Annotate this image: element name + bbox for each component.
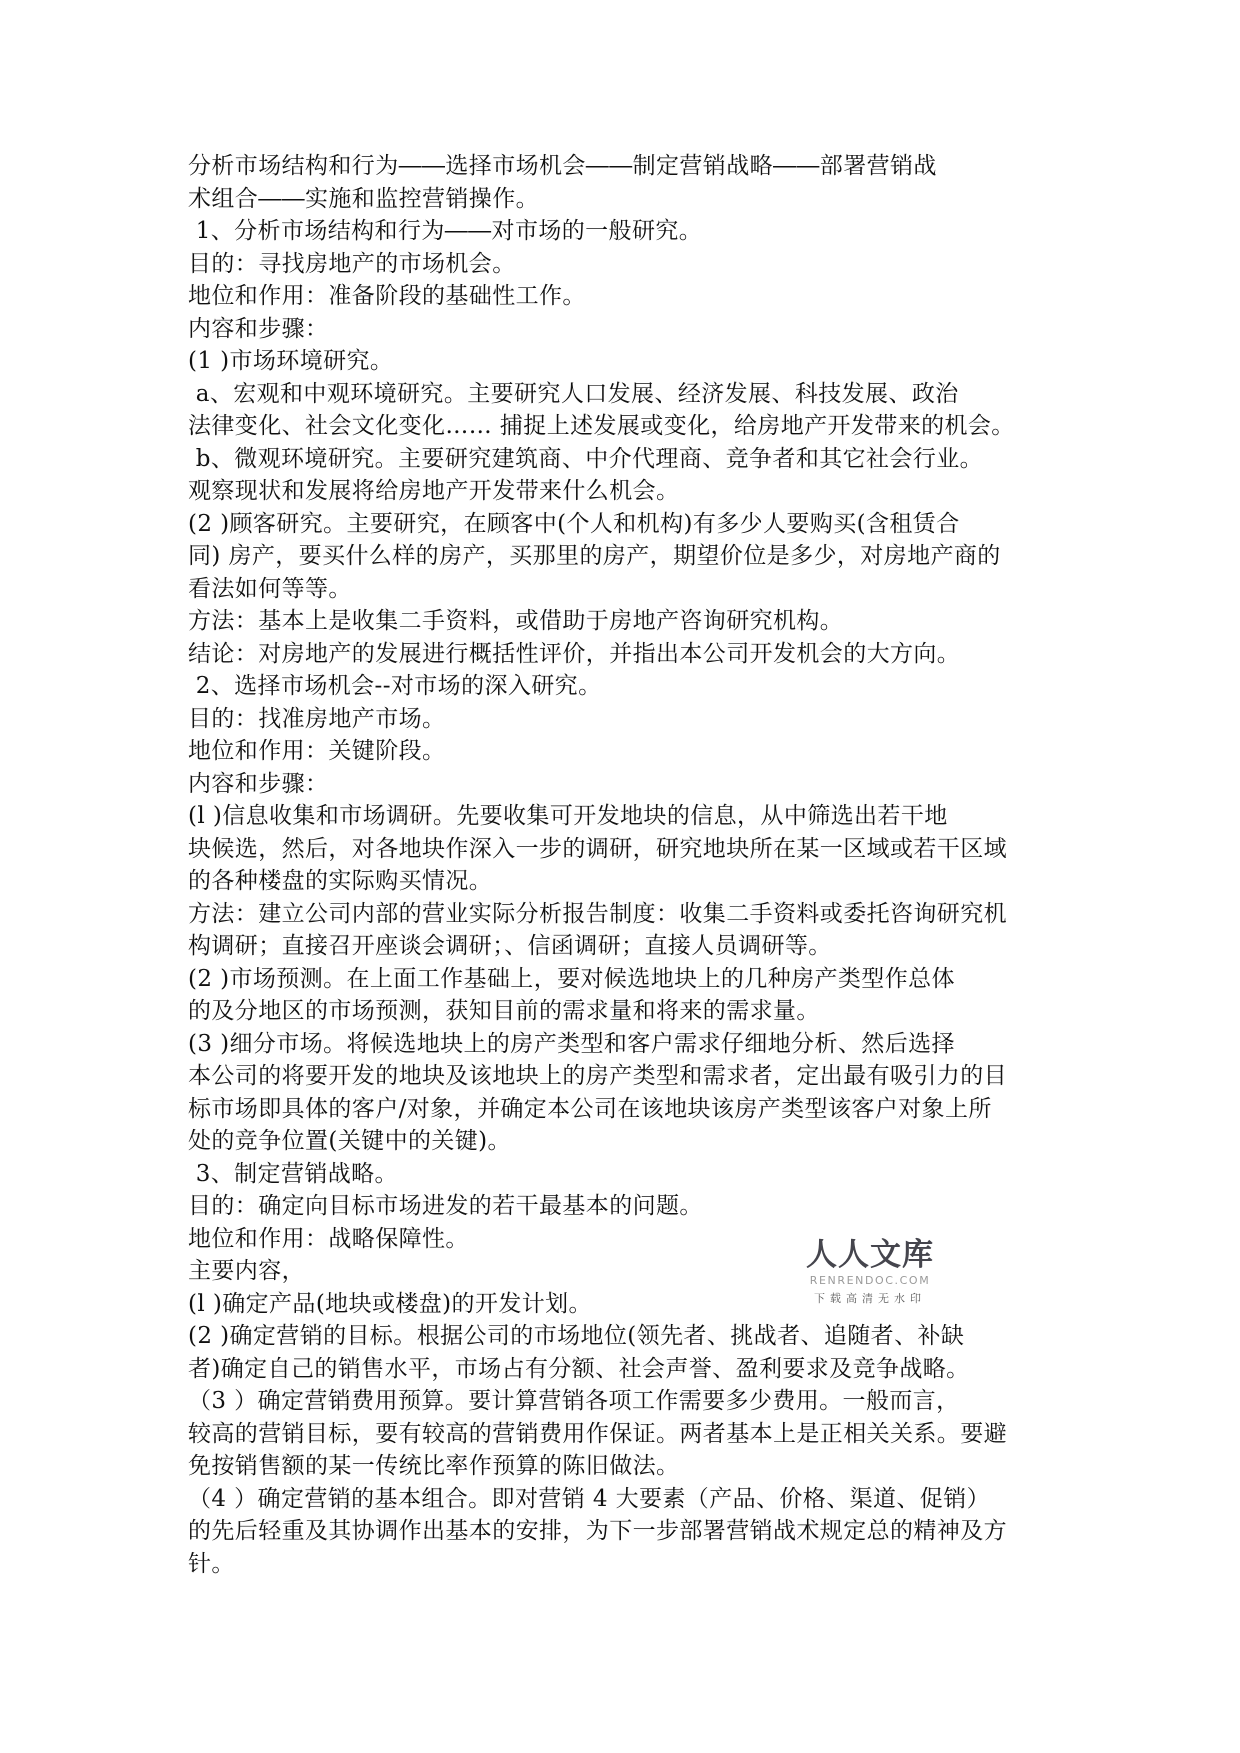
text-line: 目的：找准房地产市场。 xyxy=(188,705,446,732)
text-line: 地位和作用：战略保障性。 xyxy=(188,1225,469,1252)
document-text-body xyxy=(188,150,1015,1580)
text-line: 主要内容， xyxy=(188,1258,305,1284)
text-line: 结论：对房地产的发展进行概括性评价，并指出本公司开发机会的大方向。 xyxy=(188,640,961,667)
text-line: 的各种楼盘的实际购买情况。 xyxy=(188,868,493,894)
text-line: 的及分地区的市场预测，获知目前的需求量和将来的需求量。 xyxy=(188,998,820,1024)
text-line: b、微观环境研究。主要研究建筑商、中介代理商、竞争者和其它社会行业。 xyxy=(188,445,984,472)
watermark-title: 人人文库 xyxy=(806,1237,934,1273)
text-line: 处的竞争位置(关键中的关键)。 xyxy=(188,1128,511,1154)
text-line: 术组合――实施和监控营销操作。 xyxy=(188,185,539,212)
text-line: 2、选择市场机会--对市场的深入研究。 xyxy=(188,673,602,699)
text-line: 针。 xyxy=(188,1550,235,1577)
text-line: 块候选，然后，对各地块作深入一步的调研，研究地块所在某一区域或若干区域 xyxy=(188,835,1007,862)
text-line: 看法如何等等。 xyxy=(188,575,352,602)
text-line: 地位和作用：准备阶段的基础性工作。 xyxy=(188,283,586,309)
text-line: 目的：确定向目标市场进发的若干最基本的问题。 xyxy=(188,1193,703,1219)
text-line: 方法：基本上是收集二手资料，或借助于房地产咨询研究机构。 xyxy=(188,608,844,634)
text-line: 免按销售额的某一传统比率作预算的陈旧做法。 xyxy=(188,1453,680,1479)
text-line: 本公司的将要开发的地块及该地块上的房产类型和需求者，定出最有吸引力的目 xyxy=(188,1063,1007,1089)
text-line: (l )信息收集和市场调研。先要收集可开发地块的信息，从中筛选出若干地 xyxy=(188,803,948,829)
text-line: (l )确定产品(地块或楼盘)的开发计划。 xyxy=(188,1290,592,1317)
text-line: a、宏观和中观环境研究。主要研究人口发展、经济发展、科技发展、政治 xyxy=(188,380,959,407)
text-line: 的先后轻重及其协调作出基本的安排，为下一步部署营销战术规定总的精神及方 xyxy=(188,1518,1007,1544)
text-line: 内容和步骤： xyxy=(188,315,329,342)
text-line: (1 )市场环境研究。 xyxy=(188,348,394,374)
text-line: 构调研；直接召开座谈会调研；、信函调研；直接人员调研等。 xyxy=(188,933,832,959)
text-line: 内容和步骤： xyxy=(188,770,329,797)
text-line: 目的：寻找房地产的市场机会。 xyxy=(188,250,516,277)
watermark xyxy=(800,1238,940,1306)
text-line: (3 )细分市场。将候选地块上的房产类型和客户需求仔细地分析、然后选择 xyxy=(188,1030,955,1057)
text-line: 法律变化、社会文化变化…… 捕捉上述发展或变化，给房地产开发带来的机会。 xyxy=(188,413,1015,439)
watermark-tagline: 下载高清无水印 xyxy=(814,1292,926,1305)
text-line: （4 ）确定营销的基本组合。即对营销 4 大要素（产品、价格、渠道、促销） xyxy=(188,1485,990,1512)
text-line: 1、分析市场结构和行为――对市场的一般研究。 xyxy=(188,218,703,244)
text-line: 分析市场结构和行为――选择市场机会――制定营销战略――部署营销战 xyxy=(188,153,937,179)
text-line: 同) 房产，要买什么样的房产，买那里的房产，期望价位是多少，对房地产商的 xyxy=(188,543,1001,569)
text-line: (2 )市场预测。在上面工作基础上，要对候选地块上的几种房产类型作总体 xyxy=(188,965,955,992)
text-line: 3、制定营销战略。 xyxy=(188,1160,398,1187)
text-line: 方法：建立公司内部的营业实际分析报告制度：收集二手资料或委托咨询研究机 xyxy=(188,900,1007,927)
text-line: 者)确定自己的销售水平，市场占有分额、社会声誉、盈利要求及竞争战略。 xyxy=(188,1355,970,1382)
text-line: 较高的营销目标，要有较高的营销费用作保证。两者基本上是正相关关系。要避 xyxy=(188,1420,1007,1447)
text-line: (2 )确定营销的目标。根据公司的市场地位(领先者、挑战者、追随者、补缺 xyxy=(188,1323,965,1349)
text-line: 地位和作用：关键阶段。 xyxy=(188,738,446,764)
text-line: 标市场即具体的客户/对象，并确定本公司在该地块该房产类型该客户对象上所 xyxy=(188,1095,992,1122)
text-line: (2 )顾客研究。主要研究，在顾客中(个人和机构)有多少人要购买(含租赁合 xyxy=(188,510,960,537)
text-line: 观察现状和发展将给房地产开发带来什么机会。 xyxy=(188,478,680,504)
watermark-domain: RENRENDOC.COM xyxy=(809,1274,931,1287)
text-line: （3 ）确定营销费用预算。要计算营销各项工作需要多少费用。一般而言， xyxy=(188,1388,960,1414)
